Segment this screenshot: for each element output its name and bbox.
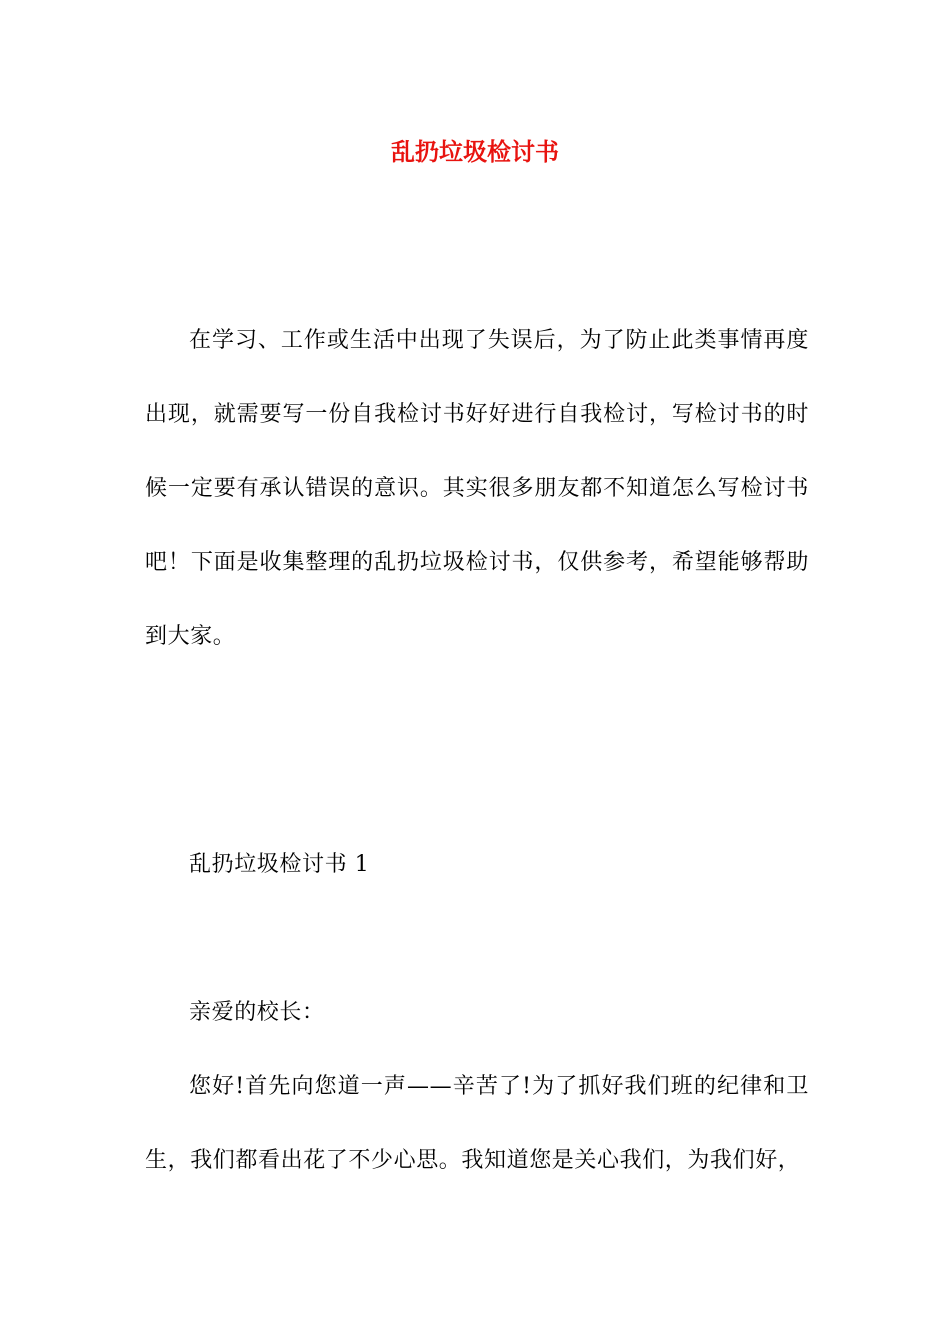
section-heading: 乱扔垃圾检讨书 1	[189, 852, 370, 877]
intro-paragraph: 在学习、工作或生活中出现了失误后，为了防止此类事情再度出现，就需要写一份自我检讨书好好进行自我检讨，写检讨书的时候一定要有承认错误的意识。其实很多朋友都不知道怎么写检讨书吧！下面是收集整理的乱扔垃圾检讨书，仅供参考，希望能够帮助到大家。	[145, 328, 809, 649]
document-title: 乱扔垃圾检讨书	[391, 137, 559, 166]
salutation-line: 亲爱的校长：	[189, 1000, 325, 1025]
body-paragraph: 您好!首先向您道一声——辛苦了!为了抓好我们班的纪律和卫生，我们都看出花了不少心思。我知道您是关心我们，为我们好，	[145, 1074, 809, 1173]
